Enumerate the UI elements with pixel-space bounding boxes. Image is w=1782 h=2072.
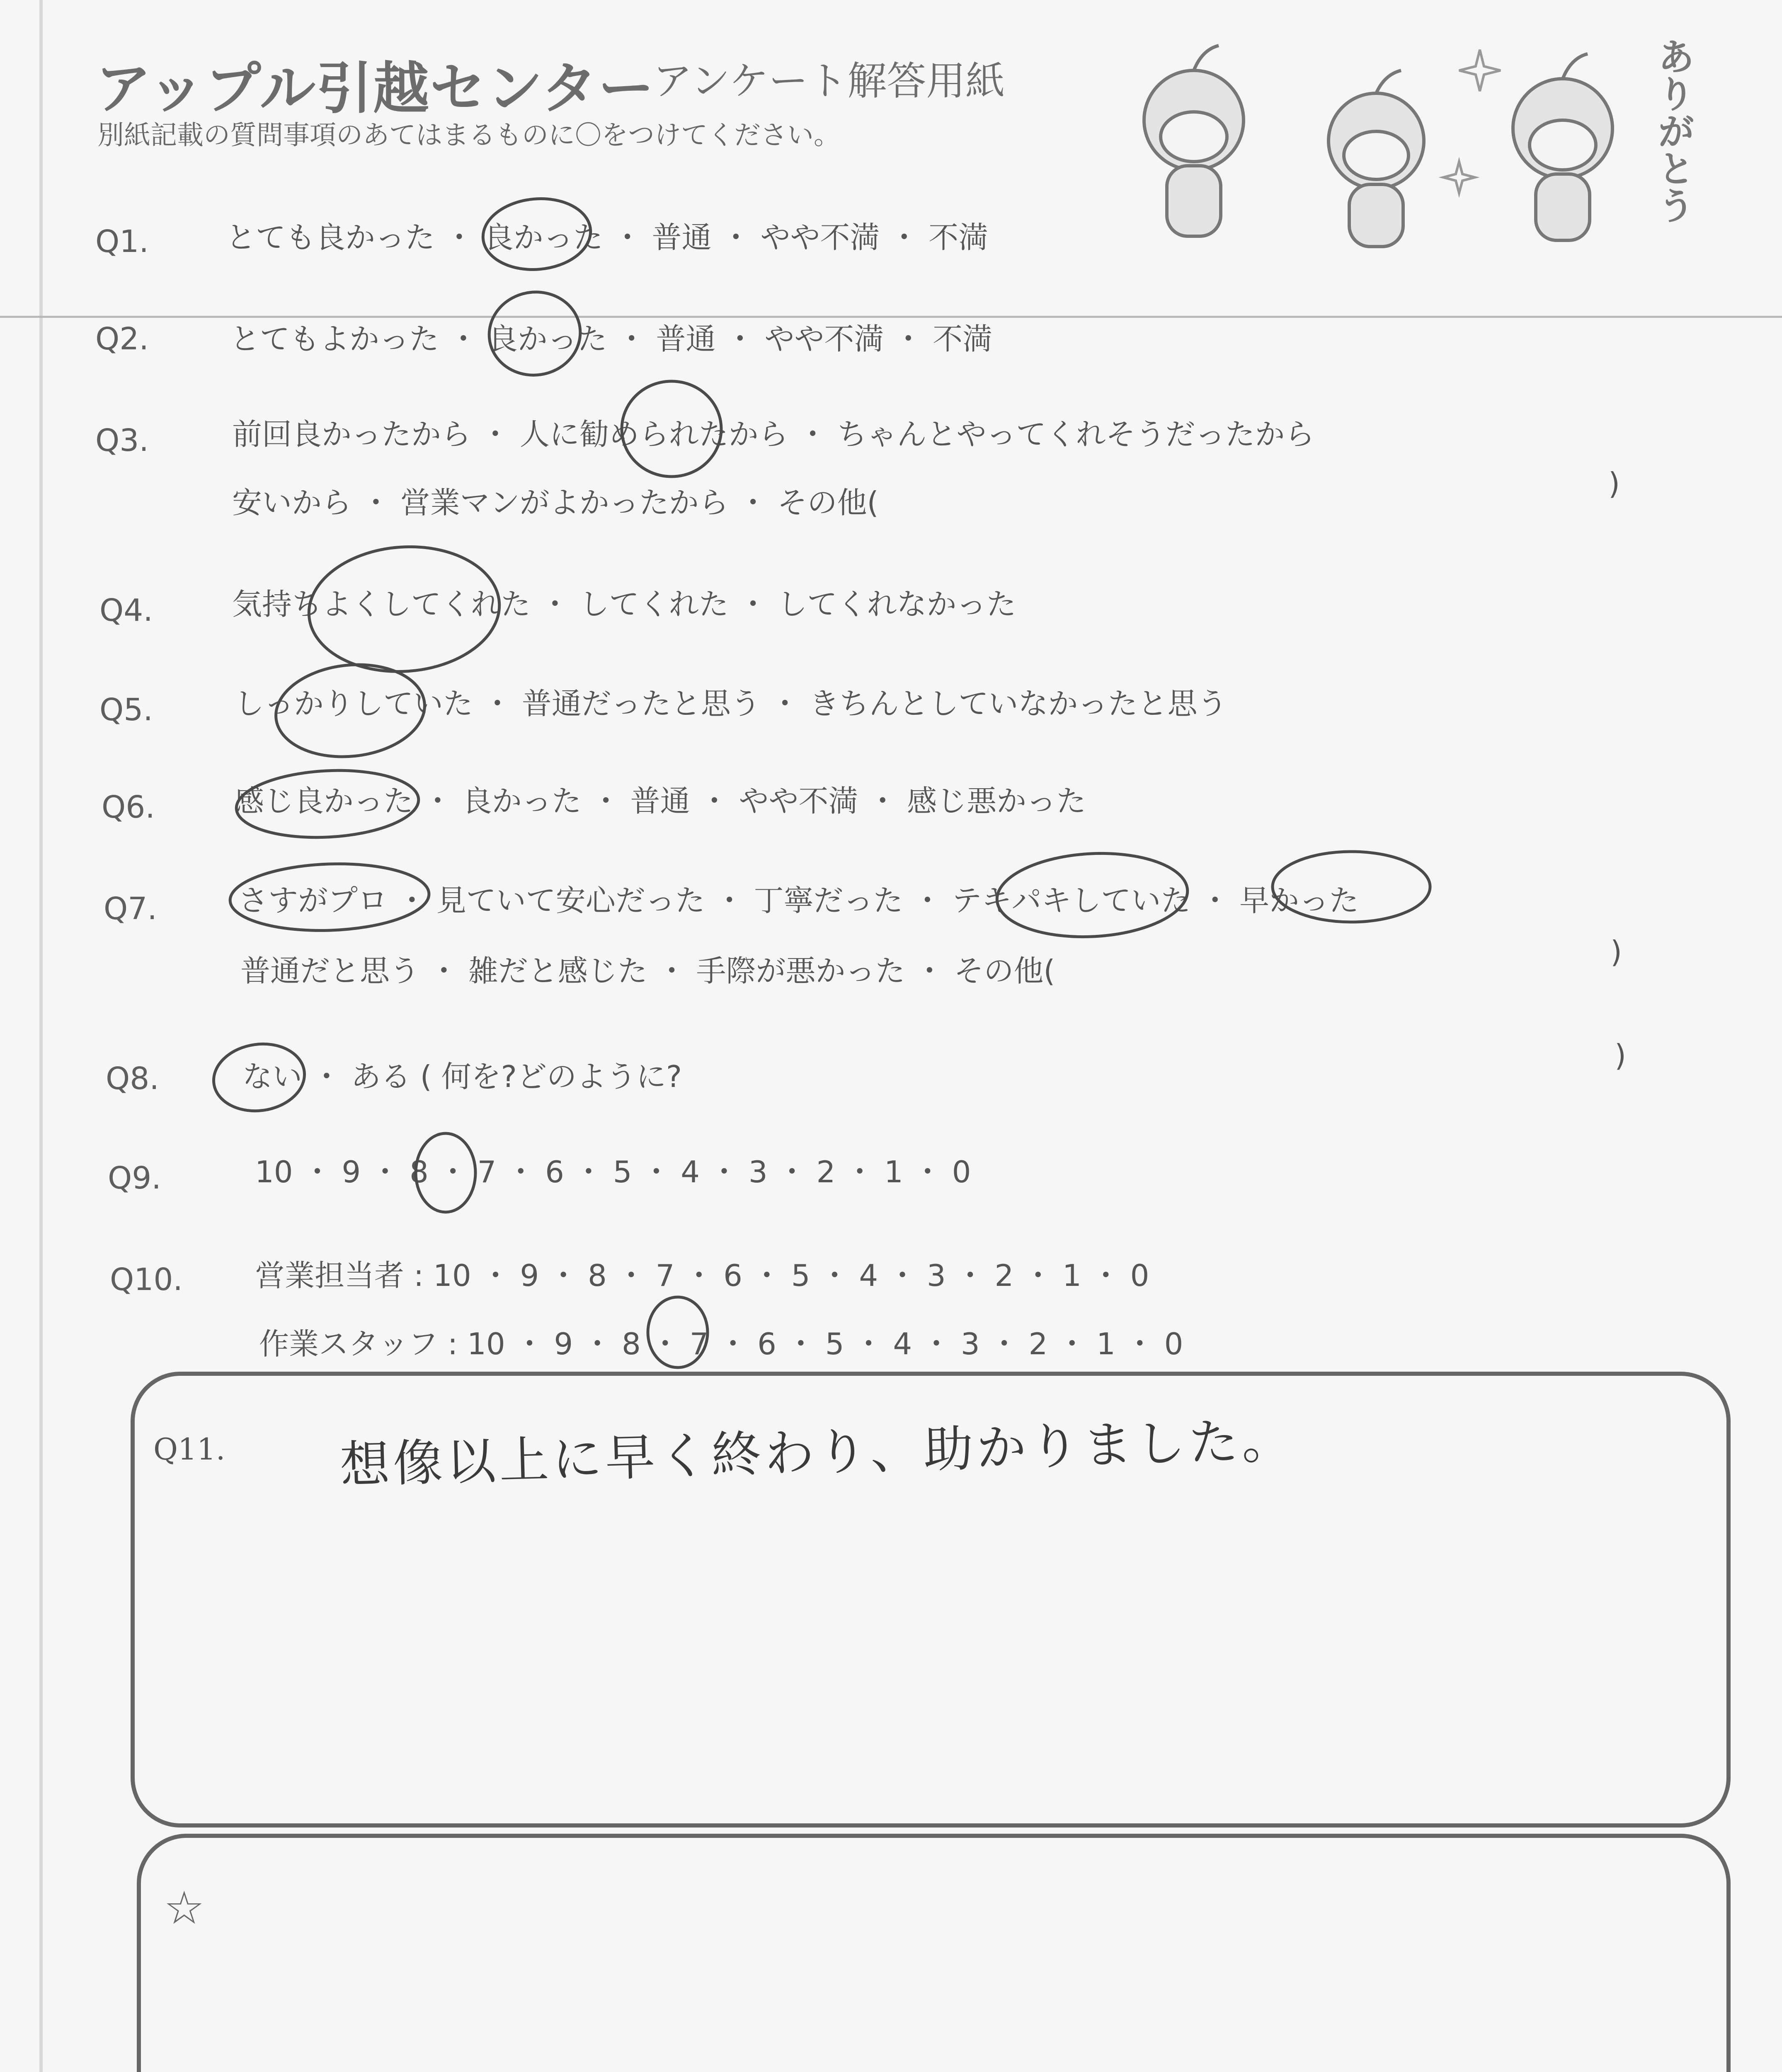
q7-label: Q7. (104, 891, 157, 927)
q7-options-line2: 普通だと思う ・ 雑だと感じた ・ 手際が悪かった ・ その他( (240, 954, 1055, 988)
q10-label: Q10. (110, 1262, 183, 1297)
q9-options: 10 ・ 9 ・ 8 ・ 7 ・ 6 ・ 5 ・ 4 ・ 3 ・ 2 ・ 1 ・ 0 (255, 1155, 971, 1189)
q8-options: ない ・ ある ( 何を?どのように? (242, 1059, 682, 1094)
page-edge (39, 0, 43, 2072)
star-comment-box (137, 1834, 1731, 2072)
q4-label: Q4. (99, 593, 153, 628)
q7-options-line1: さすがプロ ・ 見ていて安心だった ・ 丁寧だった ・ テキパキしていた ・ 早かった (238, 883, 1359, 918)
q8-close-paren: ) (1615, 1038, 1627, 1073)
q11-label: Q11. (153, 1432, 225, 1467)
q6-label: Q6. (102, 789, 155, 825)
q11-handwritten-answer: 想像以上に早く終わり、助かりました。 (339, 1411, 1296, 1494)
monkey-mascots-illustration (1119, 25, 1679, 257)
monkey-mascot-center-icon (1329, 70, 1424, 247)
star-icon: ☆ (164, 1881, 205, 1934)
q2-label: Q2. (95, 321, 149, 357)
q10-sales-options: 営業担当者 : 10 ・ 9 ・ 8 ・ 7 ・ 6 ・ 5 ・ 4 ・ 3 ・ 2 ・ 1 ・ 0 (255, 1258, 1149, 1293)
q4-options: 気持ちよくしてくれた ・ してくれた ・ してくれなかった (232, 587, 1016, 622)
company-title: アップル引越センター (95, 56, 655, 121)
q2-options: とてもよかった ・ 良かった ・ 普通 ・ やや不満 ・ 不満 (230, 322, 993, 356)
q6-options: 感じ良かった ・ 良かった ・ 普通 ・ やや不満 ・ 感じ悪かった (234, 784, 1086, 818)
q3-label: Q3. (95, 423, 149, 458)
q3-options-line2: 安いから ・ 営業マンがよかったから ・ その他( (232, 485, 879, 520)
instruction-text: 別紙記載の質問事項のあてはまるものに〇をつけてください。 (97, 120, 840, 151)
q1-options: とても良かった ・ 良かった ・ 普通 ・ やや不満 ・ 不満 (226, 220, 989, 255)
q3-options-line1: 前回良かったから ・ 人に勧められたから ・ ちゃんとやってくれそうだったから (232, 417, 1315, 452)
q1-label: Q1. (95, 224, 149, 259)
q8-label: Q8. (106, 1061, 159, 1097)
form-subtitle: アンケート解答用紙 (653, 58, 1005, 104)
thanks-text: ありがとう (1651, 37, 1695, 224)
q5-options: しっかりしていた ・ 普通だったと思う ・ きちんとしていなかったと思う (234, 686, 1227, 721)
sparkle-icon (1443, 50, 1501, 193)
monkey-mascot-left-icon (1144, 46, 1244, 236)
q10-staff-options: 作業スタッフ : 10 ・ 9 ・ 8 ・ 7 ・ 6 ・ 5 ・ 4 ・ 3 ・ 2 ・ 1 ・ 0 (259, 1326, 1183, 1361)
monkey-mascot-right-icon (1513, 54, 1612, 240)
q9-label: Q9. (108, 1160, 161, 1196)
q7-close-paren: ) (1610, 934, 1622, 969)
q3-close-paren: ) (1608, 466, 1620, 501)
q5-label: Q5. (99, 692, 153, 728)
